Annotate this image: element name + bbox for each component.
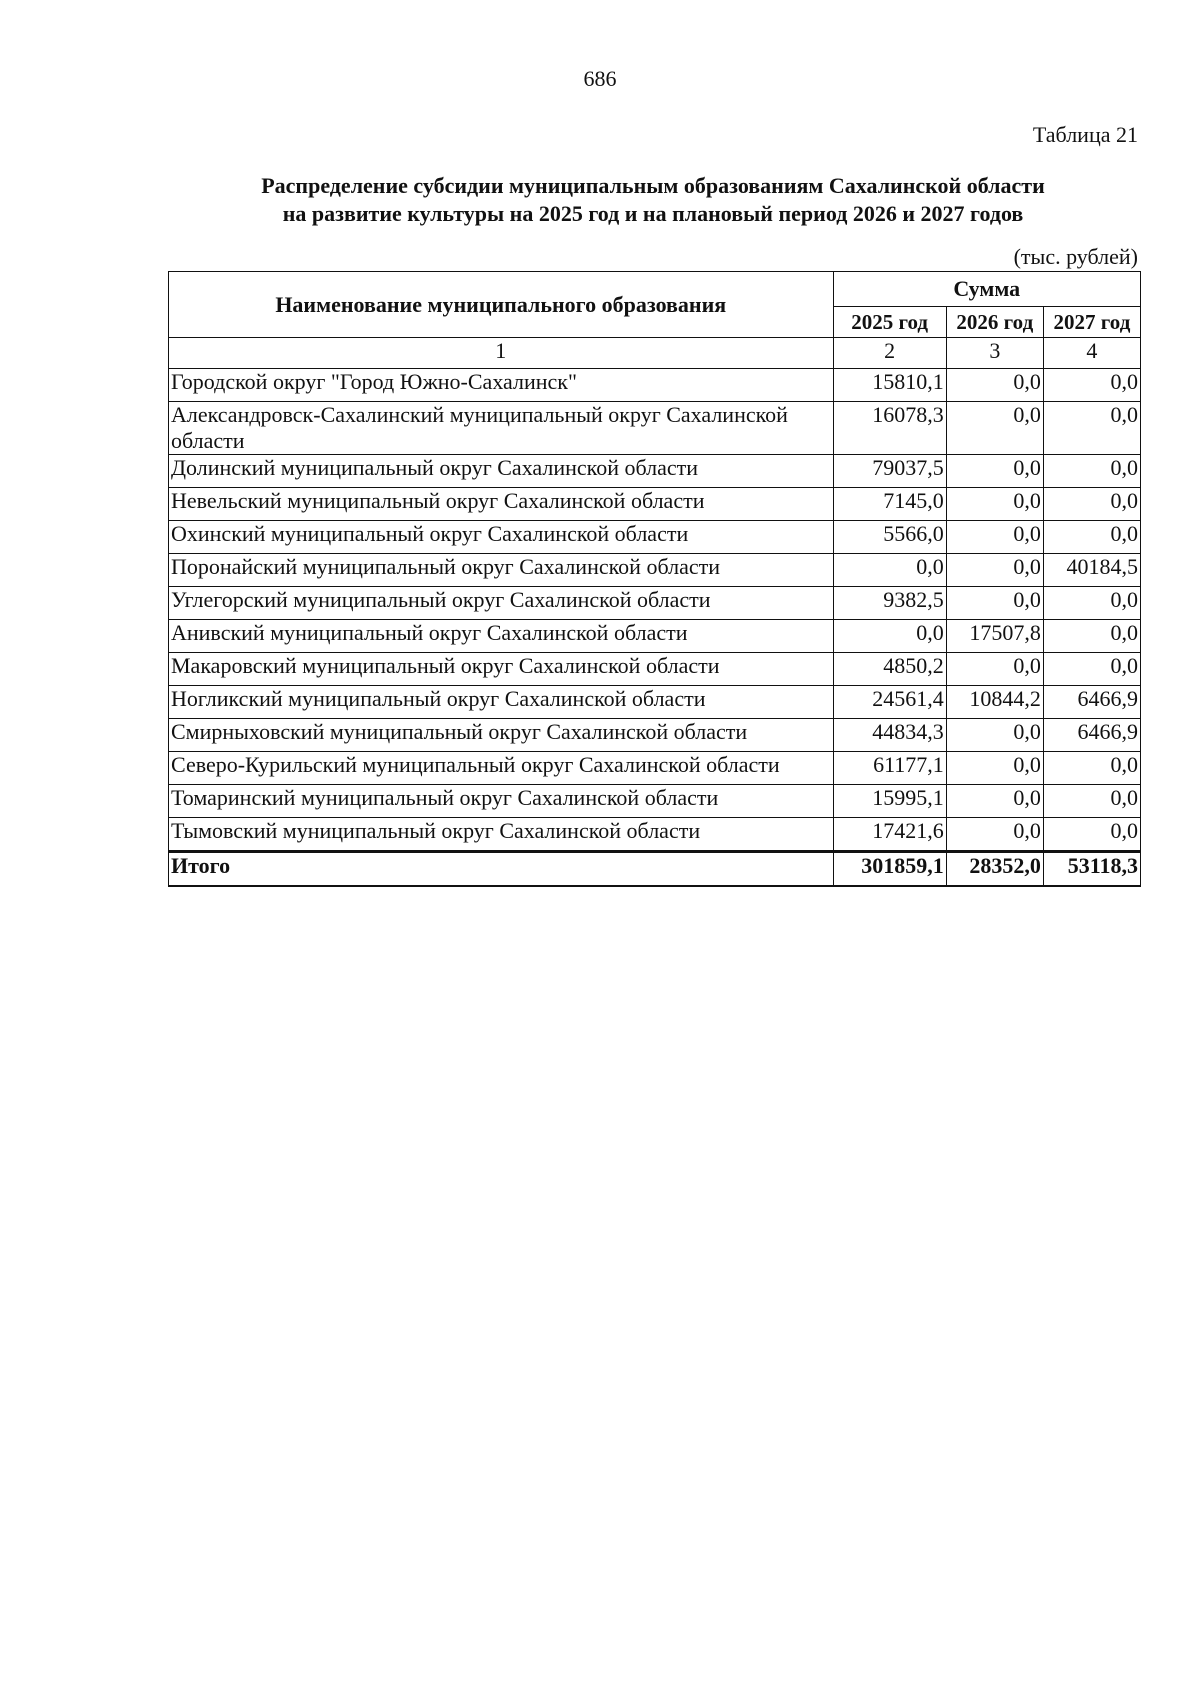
- table-row: [169, 719, 1141, 752]
- column-number-row: [169, 338, 1141, 369]
- table-row: [169, 402, 1141, 455]
- value-2025: 15810,1: [833, 369, 946, 402]
- value-2027: 0,0: [1043, 785, 1140, 818]
- municipality-name: Городской округ "Город Южно-Сахалинск": [169, 369, 834, 402]
- municipality-name: Углегорский муниципальный округ Сахалинской области: [169, 587, 834, 620]
- value-2026: 0,0: [946, 521, 1043, 554]
- table-row: [169, 818, 1141, 852]
- value-2026: 0,0: [946, 587, 1043, 620]
- municipality-name: Смирныховский муниципальный округ Сахалинской области: [169, 719, 834, 752]
- page-number: 686: [583, 66, 617, 91]
- value-2026: 10844,2: [946, 686, 1043, 719]
- value-2027: 0,0: [1043, 620, 1140, 653]
- value-2026: 0,0: [946, 818, 1043, 852]
- value-2027: 0,0: [1043, 402, 1140, 455]
- municipality-name: Итого: [169, 852, 834, 887]
- value-2026: 0,0: [946, 402, 1043, 455]
- table-row: [169, 752, 1141, 785]
- table-row: [169, 686, 1141, 719]
- value-2027: 53118,3: [1043, 852, 1140, 887]
- title-line-1: Распределение субсидии муниципальным образованиям Сахалинской области: [261, 173, 1045, 198]
- subsidy-table: [168, 271, 1141, 887]
- column-number: 1: [169, 338, 834, 369]
- value-2027: 40184,5: [1043, 554, 1140, 587]
- table-label: Таблица 21: [1032, 122, 1138, 147]
- value-2025: 0,0: [833, 554, 946, 587]
- municipality-name: Макаровский муниципальный округ Сахалинской области: [169, 653, 834, 686]
- header-year-2026: 2026 год: [946, 307, 1043, 338]
- municipality-name: Северо-Курильский муниципальный округ Сахалинской области: [169, 752, 834, 785]
- column-number: 4: [1043, 338, 1140, 369]
- value-2025: 17421,6: [833, 818, 946, 852]
- value-2026: 0,0: [946, 554, 1043, 587]
- value-2026: 0,0: [946, 653, 1043, 686]
- title-line-2: на развитие культуры на 2025 год и на плановый период 2026 и 2027 годов: [282, 201, 1024, 226]
- value-2027: 0,0: [1043, 587, 1140, 620]
- table-row: [169, 455, 1141, 488]
- value-2027: 6466,9: [1043, 719, 1140, 752]
- value-2025: 7145,0: [833, 488, 946, 521]
- value-2026: 17507,8: [946, 620, 1043, 653]
- value-2027: 0,0: [1043, 818, 1140, 852]
- table-body: [169, 369, 1141, 887]
- municipality-name: Александровск-Сахалинский муниципальный округ Сахалинской области: [169, 402, 834, 455]
- value-2027: 0,0: [1043, 455, 1140, 488]
- municipality-name: Поронайский муниципальный округ Сахалинской области: [169, 554, 834, 587]
- value-2026: 0,0: [946, 369, 1043, 402]
- value-2026: 0,0: [946, 719, 1043, 752]
- value-2025: 79037,5: [833, 455, 946, 488]
- municipality-name: Невельский муниципальный округ Сахалинской области: [169, 488, 834, 521]
- value-2025: 0,0: [833, 620, 946, 653]
- total-row: [169, 852, 1141, 887]
- table-row: [169, 653, 1141, 686]
- value-2025: 301859,1: [833, 852, 946, 887]
- units-label: (тыс. рублей): [1013, 244, 1138, 269]
- value-2027: 0,0: [1043, 521, 1140, 554]
- value-2026: 0,0: [946, 488, 1043, 521]
- value-2025: 5566,0: [833, 521, 946, 554]
- value-2027: 0,0: [1043, 369, 1140, 402]
- header-year-2025: 2025 год: [833, 307, 946, 338]
- header-name: Наименование муниципального образования: [169, 272, 834, 338]
- table-row: [169, 587, 1141, 620]
- value-2025: 16078,3: [833, 402, 946, 455]
- municipality-name: Охинский муниципальный округ Сахалинской области: [169, 521, 834, 554]
- value-2025: 44834,3: [833, 719, 946, 752]
- column-number: 2: [833, 338, 946, 369]
- table-row: [169, 554, 1141, 587]
- value-2026: 0,0: [946, 752, 1043, 785]
- value-2025: 61177,1: [833, 752, 946, 785]
- value-2025: 9382,5: [833, 587, 946, 620]
- value-2026: 0,0: [946, 785, 1043, 818]
- municipality-name: Долинский муниципальный округ Сахалинской области: [169, 455, 834, 488]
- value-2026: 28352,0: [946, 852, 1043, 887]
- table-row: [169, 369, 1141, 402]
- table-row: [169, 785, 1141, 818]
- municipality-name: Анивский муниципальный округ Сахалинской области: [169, 620, 834, 653]
- municipality-name: Ногликский муниципальный округ Сахалинской области: [169, 686, 834, 719]
- municipality-name: Тымовский муниципальный округ Сахалинской области: [169, 818, 834, 852]
- document-title: [168, 172, 1138, 228]
- value-2027: 0,0: [1043, 488, 1140, 521]
- value-2025: 24561,4: [833, 686, 946, 719]
- value-2025: 15995,1: [833, 785, 946, 818]
- table-row: [169, 620, 1141, 653]
- value-2025: 4850,2: [833, 653, 946, 686]
- header-sum: Сумма: [833, 272, 1141, 307]
- header-year-2027: 2027 год: [1043, 307, 1140, 338]
- value-2027: 6466,9: [1043, 686, 1140, 719]
- value-2027: 0,0: [1043, 752, 1140, 785]
- municipality-name: Томаринский муниципальный округ Сахалинской области: [169, 785, 834, 818]
- value-2027: 0,0: [1043, 653, 1140, 686]
- column-number: 3: [946, 338, 1043, 369]
- value-2026: 0,0: [946, 455, 1043, 488]
- table-row: [169, 521, 1141, 554]
- table-row: [169, 488, 1141, 521]
